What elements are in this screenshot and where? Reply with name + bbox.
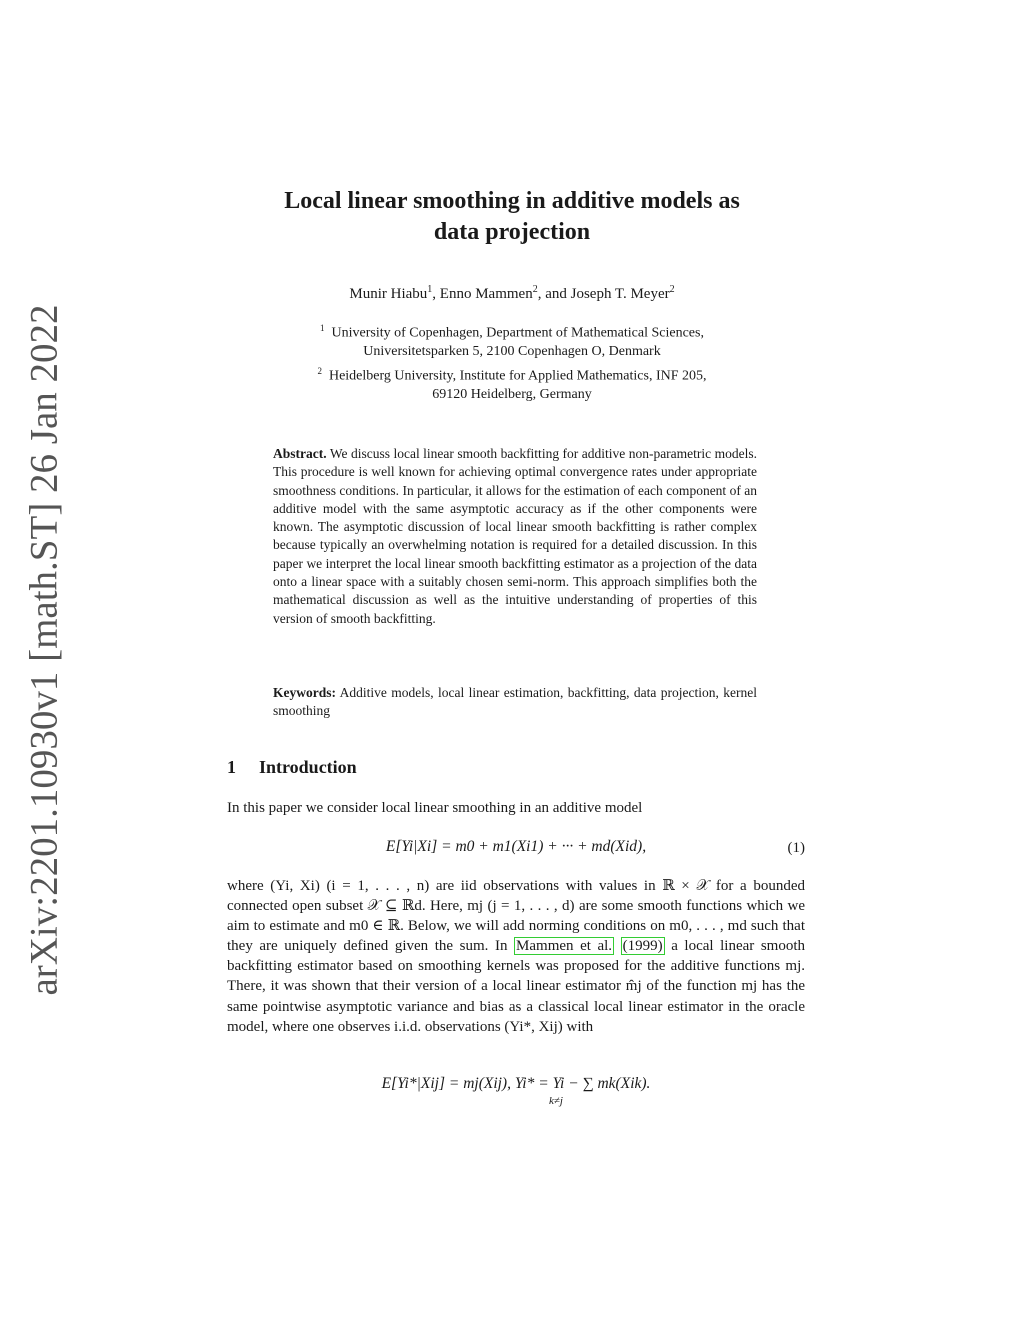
author-3-affil: 2 <box>669 284 675 295</box>
affiliation-1-line-1 <box>0 319 1024 343</box>
equation-1: E[Yi|Xi] = m0 + m1(Xi1) + ··· + md(Xid), <box>385 838 647 855</box>
section-heading <box>227 757 357 778</box>
equation-1-number: (1) <box>787 840 805 856</box>
keywords-label: Keywords: <box>273 685 336 700</box>
author-1: Munir Hiabu <box>349 286 428 302</box>
arxiv-identifier: arXiv:2201.10930v1 [math.ST] 26 Jan 2022 <box>22 304 66 996</box>
author-2: , Enno Mammen <box>432 286 533 302</box>
paragraph-part-2: a local linear smooth backfitting estimator based on smoothing kernels was proposed for the additive functions mj. There, it was shown that their version of a local linear estimator m̂j of the function mj has the same pointwise asymptotic variance and bias as a classical local linear estimator in the oracle model, where one observes i.i.d. observations (Yi*, Xij) with <box>227 938 806 1035</box>
affiliation-1-text: University of Copenhagen, Department of Mathematical Sciences, <box>331 325 704 341</box>
abstract <box>273 445 757 628</box>
paper-title <box>0 186 1024 248</box>
title-line-2: data projection <box>433 219 591 245</box>
affiliation-1-marker: 1 <box>320 323 325 333</box>
title-line-1: Local linear smoothing in additive models as <box>284 188 740 214</box>
citation-link-year[interactable]: (1999) <box>622 938 663 955</box>
affiliation-2-line-1 <box>0 362 1024 386</box>
author-list <box>0 284 1024 303</box>
author-2-affil: 2 <box>532 284 538 295</box>
intro-sentence: In this paper we consider local linear smoothing in an additive model <box>227 800 643 816</box>
citation-link-author[interactable]: Mammen et al. <box>516 938 613 955</box>
author-1-affil: 1 <box>427 284 433 295</box>
body-paragraph <box>227 876 805 1037</box>
affiliation-2-text: Heidelberg University, Institute for Applied Mathematics, INF 205, <box>328 368 707 384</box>
equation-2-sum-subscript: k≠j <box>549 1095 563 1107</box>
author-3: , and Joseph T. Meyer <box>537 286 670 302</box>
affiliation-2-marker: 2 <box>317 365 322 376</box>
keywords-text: Additive models, local linear estimation, backfitting, data projection, kernel smoothing <box>273 685 757 719</box>
keywords <box>273 684 757 721</box>
affiliations <box>0 319 1024 404</box>
paragraph-part-1: where (Yi, Xi) (i = 1, . . . , n) are iid observations with values in ℝ × 𝒳 for a bounded connected open subset 𝒳 ⊆ ℝd. Here, mj (j = 1, . . . , d) are some smooth functions which we aim to estimate and m0 ∈ ℝ. Below, we will add norming conditions on m0, . . . , md such that they are uniquely defined given the sum. In <box>227 878 805 955</box>
affiliation-2-line-2: 69120 Heidelberg, Germany <box>432 386 592 402</box>
abstract-text: We discuss local linear smooth backfitting for additive non-parametric models. This procedure is well known for achieving optimal convergence rates under appropriate smoothness conditions. In particular, it allows for the estimation of each component of an additive model with the same asymptotic accuracy as if the other components were known. The asymptotic discussion of local linear smooth backfitting is rather complex because typically an overwhelming notation is required for a detailed discussion. In this paper we interpret the local linear smooth backfitting estimator as a projection of the data onto a linear space with a suitably chosen semi-norm. This approach simplifies both the mathematical discussion as well as the intuitive understanding of properties of this version of smooth backfitting. <box>273 446 757 626</box>
affiliation-1-line-2: Universitetsparken 5, 2100 Copenhagen O, Denmark <box>363 344 661 360</box>
section-number: 1 <box>227 757 236 777</box>
section-title: Introduction <box>259 757 357 777</box>
abstract-label: Abstract. <box>273 446 327 461</box>
equation-2-text: E[Yi*|Xij] = mj(Xij), Yi* = Yi − ∑ mk(Xik). <box>381 1075 651 1092</box>
equation-2 <box>227 1075 805 1107</box>
